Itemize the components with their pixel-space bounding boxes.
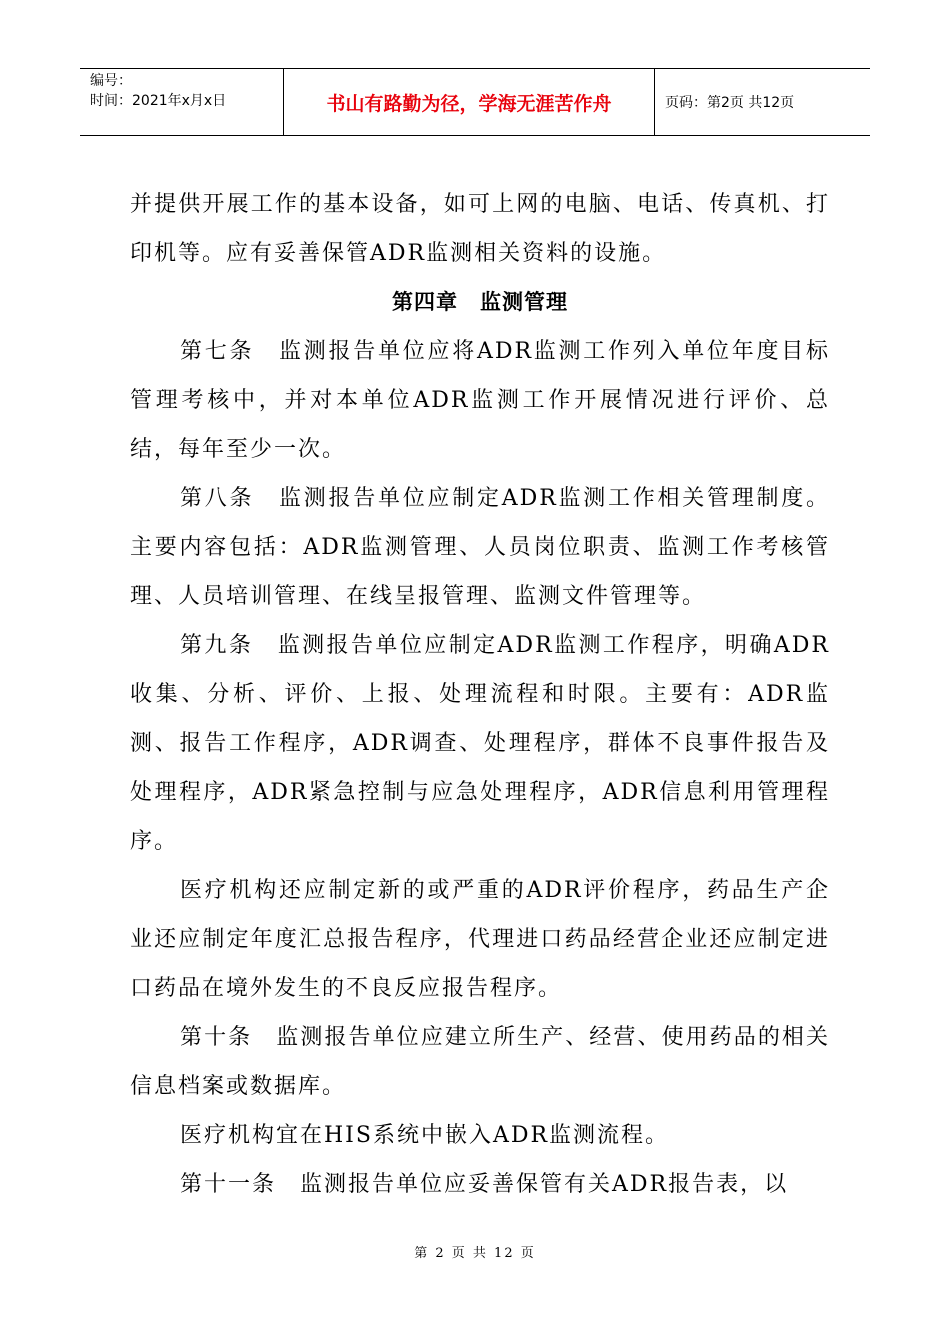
document-body [130,180,830,1209]
article-7: 第七条 监测报告单位应将ADR监测工作列入单位年度目标管理考核中，并对本单位ADR监测工作开展情况进行评价、总结，每年至少一次。 [130,339,830,462]
header-motto: 书山有路勤为径，学海无涯苦作舟 [326,92,612,115]
article-11: 第十一条 监测报告单位应妥善保管有关ADR报告表，以 [180,1172,789,1197]
header-page-info: 页码：第2页 共12页 [665,95,795,111]
paragraph-his-system: 医疗机构宜在HIS系统中嵌入ADR监测流程。 [180,1123,670,1148]
chapter-title: 第四章 监测管理 [392,290,568,314]
header-page-cell [655,69,870,135]
header-left-cell [80,69,283,135]
paragraph-continued: 并提供开展工作的基本设备，如可上网的电脑、电话、传真机、打印机等。应有妥善保管ADR监测相关资料的设施。 [130,192,830,266]
article-8: 第八条 监测报告单位应制定ADR监测工作相关管理制度。主要内容包括：ADR监测管理、人员岗位职责、监测工作考核管理、人员培训管理、在线呈报管理、监测文件管理等。 [130,486,830,609]
header-motto-cell [283,69,655,135]
page-footer: 第 2 页 共 12 页 [414,1246,536,1261]
article-9: 第九条 监测报告单位应制定ADR监测工作程序，明确ADR收集、分析、评价、上报、处理流程和时限。主要有：ADR监测、报告工作程序，ADR调查、处理程序，群体不良事件报告及处理程序，ADR紧急控制与应急处理程序，ADR信息利用管理程序。 [130,633,830,854]
doc-time-label: 时间：2021年x月x日 [90,93,227,109]
page-header [80,68,870,136]
paragraph-medical-institutions: 医疗机构还应制定新的或严重的ADR评价程序，药品生产企业还应制定年度汇总报告程序，代理进口药品经营企业还应制定进口药品在境外发生的不良反应报告程序。 [130,878,830,1001]
article-10: 第十条 监测报告单位应建立所生产、经营、使用药品的相关信息档案或数据库。 [130,1025,830,1099]
doc-code-label: 编号： [90,73,132,89]
